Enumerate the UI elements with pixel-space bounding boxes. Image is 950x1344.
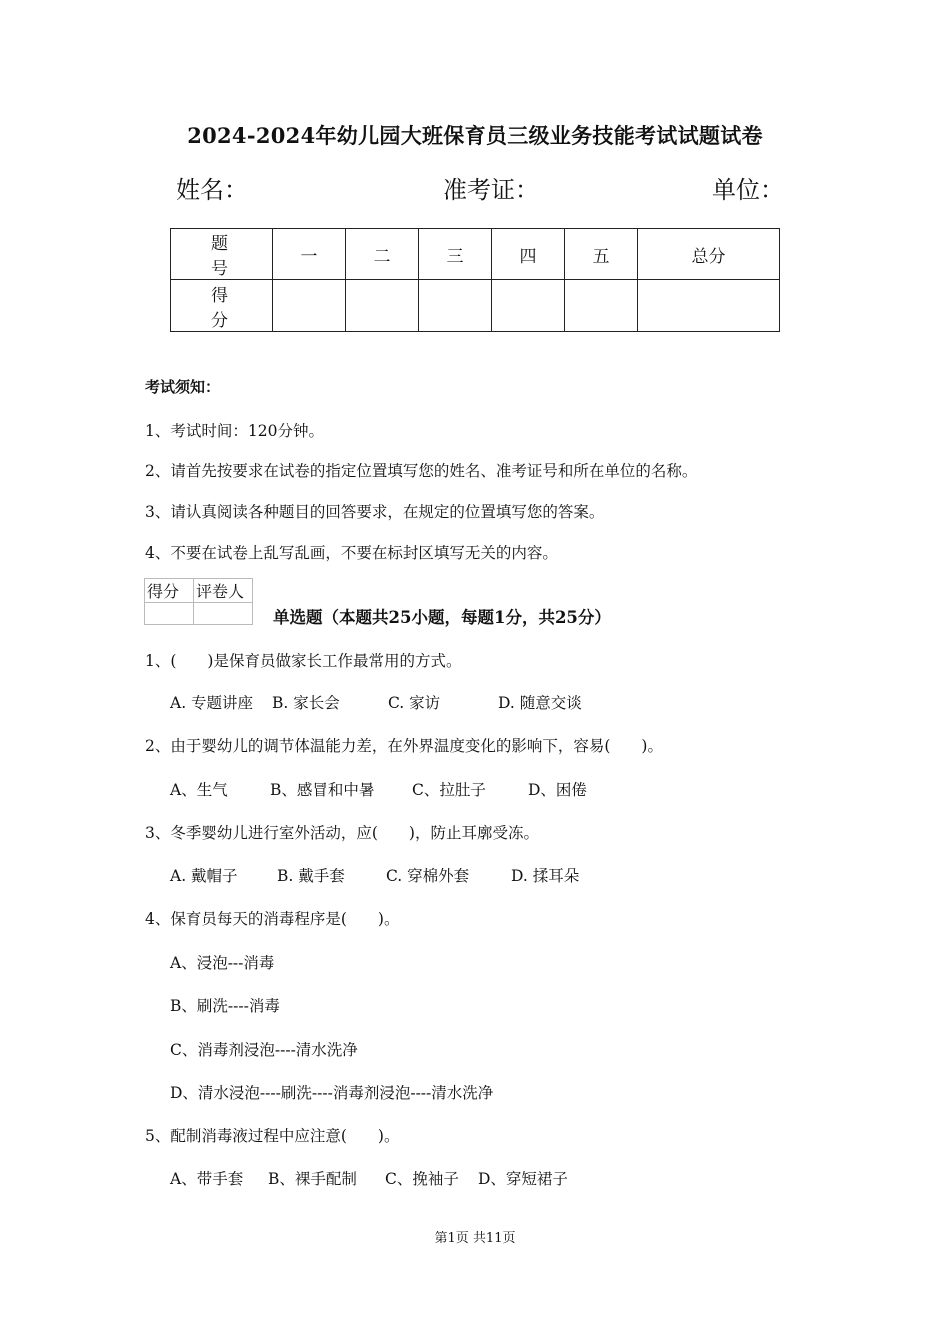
option[interactable]: B、感冒和中暑 bbox=[270, 781, 375, 799]
page-footer: 第1页 共11页 bbox=[434, 1231, 516, 1246]
option[interactable]: B. 戴手套 bbox=[277, 867, 345, 885]
unit-label: 单位： bbox=[712, 176, 784, 204]
question-options bbox=[170, 778, 587, 800]
grader-box bbox=[144, 578, 253, 625]
option[interactable]: D、清水浸泡----刷洗----消毒剂浸泡----清水洗净 bbox=[170, 1084, 494, 1102]
score-table-score-row bbox=[171, 280, 780, 332]
option[interactable]: D. 随意交谈 bbox=[498, 694, 582, 712]
notice-item: 4、不要在试卷上乱写乱画，不要在标封区填写无关的内容。 bbox=[145, 544, 558, 562]
notice-item: 1、考试时间：120分钟。 bbox=[145, 422, 324, 440]
score-entry-cell[interactable] bbox=[273, 280, 346, 332]
score-table-header-row bbox=[171, 229, 780, 280]
question-options bbox=[170, 691, 582, 713]
grader-reviewer-label: 评卷人 bbox=[194, 579, 253, 603]
option[interactable]: A、浸泡---消毒 bbox=[170, 954, 275, 972]
score-table-cell: 三 bbox=[419, 229, 492, 280]
question-stem: 4、保育员每天的消毒程序是( )。 bbox=[145, 910, 400, 928]
notice-item: 2、请首先按要求在试卷的指定位置填写您的姓名、准考证号和所在单位的名称。 bbox=[145, 462, 698, 480]
option[interactable]: A、带手套 bbox=[170, 1170, 244, 1188]
option[interactable]: C、挽袖子 bbox=[385, 1170, 459, 1188]
section-title: 单选题（本题共25小题，每题1分，共25分） bbox=[273, 608, 611, 627]
score-entry-cell[interactable] bbox=[638, 280, 780, 332]
grader-score-label: 得分 bbox=[145, 579, 194, 603]
option[interactable]: C. 穿棉外套 bbox=[386, 867, 470, 885]
question-stem: 3、冬季婴幼儿进行室外活动，应( )，防止耳廓受冻。 bbox=[145, 824, 539, 842]
score-table-cell: 二 bbox=[346, 229, 419, 280]
notice-title: 考试须知： bbox=[145, 378, 221, 396]
option[interactable]: A、生气 bbox=[170, 781, 228, 799]
question-stem: 1、( )是保育员做家长工作最常用的方式。 bbox=[145, 652, 462, 670]
question-options bbox=[170, 1167, 568, 1189]
score-entry-cell[interactable] bbox=[419, 280, 492, 332]
question-stem: 2、由于婴幼儿的调节体温能力差，在外界温度变化的影响下，容易( )。 bbox=[145, 737, 663, 755]
score-entry-cell[interactable] bbox=[346, 280, 419, 332]
question-stem: 5、配制消毒液过程中应注意( )。 bbox=[145, 1127, 400, 1145]
option[interactable]: D、困倦 bbox=[528, 781, 587, 799]
notice-item: 3、请认真阅读各种题目的回答要求，在规定的位置填写您的答案。 bbox=[145, 503, 605, 521]
score-entry-cell[interactable] bbox=[492, 280, 565, 332]
exam-title: 2024-2024年幼儿园大班保育员三级业务技能考试试题试卷 bbox=[187, 123, 763, 148]
exam-id-label: 准考证： bbox=[443, 176, 539, 204]
option[interactable]: B. 家长会 bbox=[272, 694, 340, 712]
option[interactable]: A. 专题讲座 bbox=[170, 694, 254, 712]
option[interactable]: B、刷洗----消毒 bbox=[170, 997, 280, 1015]
question-options bbox=[170, 864, 579, 886]
score-table-cell: 总分 bbox=[638, 229, 780, 280]
score-table bbox=[170, 228, 780, 332]
score-table-cell: 一 bbox=[273, 229, 346, 280]
option[interactable]: C、拉肚子 bbox=[412, 781, 486, 799]
option[interactable]: C、消毒剂浸泡----清水洗净 bbox=[170, 1041, 358, 1059]
option[interactable]: B、裸手配制 bbox=[268, 1170, 357, 1188]
option[interactable]: D. 揉耳朵 bbox=[511, 867, 580, 885]
grader-score-entry[interactable] bbox=[145, 603, 194, 625]
score-table-cell: 得 分 bbox=[171, 280, 273, 332]
option[interactable]: D、穿短裙子 bbox=[478, 1170, 568, 1188]
name-label: 姓名： bbox=[176, 176, 248, 204]
score-entry-cell[interactable] bbox=[565, 280, 638, 332]
score-table-cell: 五 bbox=[565, 229, 638, 280]
option[interactable]: C. 家访 bbox=[388, 694, 441, 712]
score-table-cell: 四 bbox=[492, 229, 565, 280]
option[interactable]: A. 戴帽子 bbox=[170, 867, 238, 885]
grader-reviewer-entry[interactable] bbox=[194, 603, 253, 625]
score-table-cell: 题 号 bbox=[171, 229, 273, 280]
